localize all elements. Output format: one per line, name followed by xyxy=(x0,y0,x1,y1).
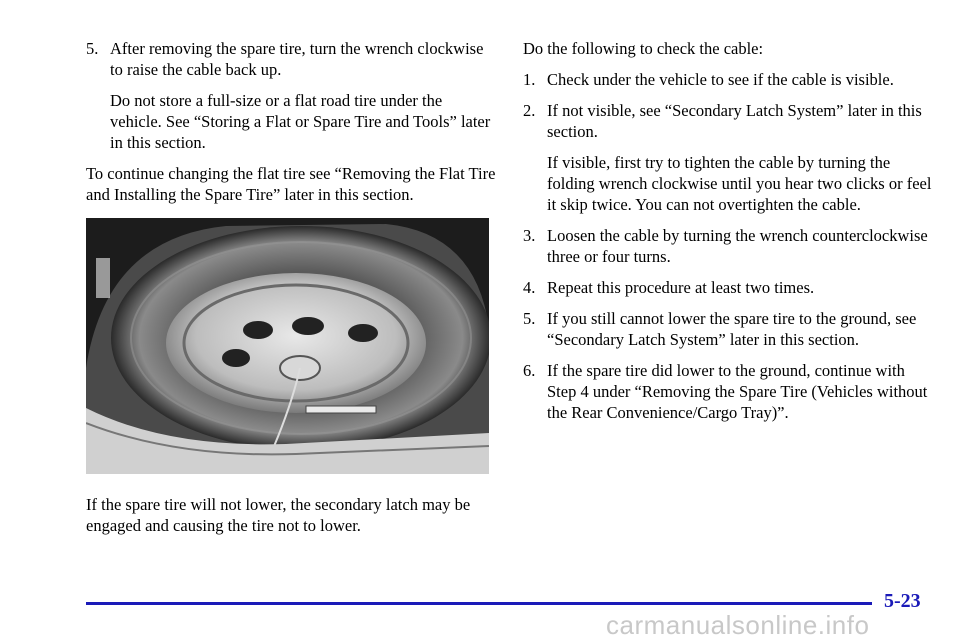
right-column xyxy=(523,38,933,433)
step-number: 5. xyxy=(523,309,536,328)
step-text: If not visible, see “Secondary Latch System” later in this section. xyxy=(547,101,922,141)
step-number: 3. xyxy=(523,226,536,245)
step-text: Loosen the cable by turning the wrench counterclockwise three or four turns. xyxy=(547,226,928,266)
step-number: 1. xyxy=(523,70,536,89)
list-item xyxy=(523,69,933,90)
step-number: 4. xyxy=(523,278,536,297)
step-2-note: If visible, first try to tighten the cable by turning the folding wrench clockwise until you hear two clicks or feel it skip twice. You can not overtighten the cable. xyxy=(547,153,932,214)
photo-caption: If the spare tire will not lower, the secondary latch may be engaged and causing the tire not to lower. xyxy=(86,495,471,535)
step-5-note: Do not store a full-size or a flat road tire under the vehicle. See “Storing a Flat or Spare Tire and Tools” later in this section. xyxy=(110,91,491,152)
left-column xyxy=(86,38,496,215)
list-item xyxy=(523,308,933,350)
step-number: 6. xyxy=(523,361,536,380)
list-item xyxy=(523,360,933,423)
intro-text: Do the following to check the cable: xyxy=(523,39,764,58)
step-5 xyxy=(86,38,496,80)
spare-tire-illustration xyxy=(86,218,489,474)
step-text: If the spare tire did lower to the ground, continue with Step 4 under “Removing the Spare Tire (Vehicles without the Rear Convenience/Cargo Tray)”. xyxy=(547,361,928,422)
list-item xyxy=(523,225,933,267)
step-text: Repeat this procedure at least two times. xyxy=(547,278,815,297)
list-item xyxy=(523,277,933,298)
footer-rule xyxy=(86,602,872,605)
spare-tire-photo xyxy=(86,218,489,474)
continue-paragraph: To continue changing the flat tire see “Removing the Flat Tire and Installing the Spare Tire” later in this section. xyxy=(86,164,496,204)
watermark: carmanualsonline.info xyxy=(606,610,870,640)
page-number: 5-23 xyxy=(884,590,921,612)
step-number: 5. xyxy=(86,39,99,58)
step-text: Check under the vehicle to see if the cable is visible. xyxy=(547,70,894,89)
step-text: After removing the spare tire, turn the wrench clockwise to raise the cable back up. xyxy=(110,39,484,79)
step-text: If you still cannot lower the spare tire to the ground, see “Secondary Latch System” later in this section. xyxy=(547,309,917,349)
step-number: 2. xyxy=(523,101,536,120)
list-item xyxy=(523,100,933,142)
